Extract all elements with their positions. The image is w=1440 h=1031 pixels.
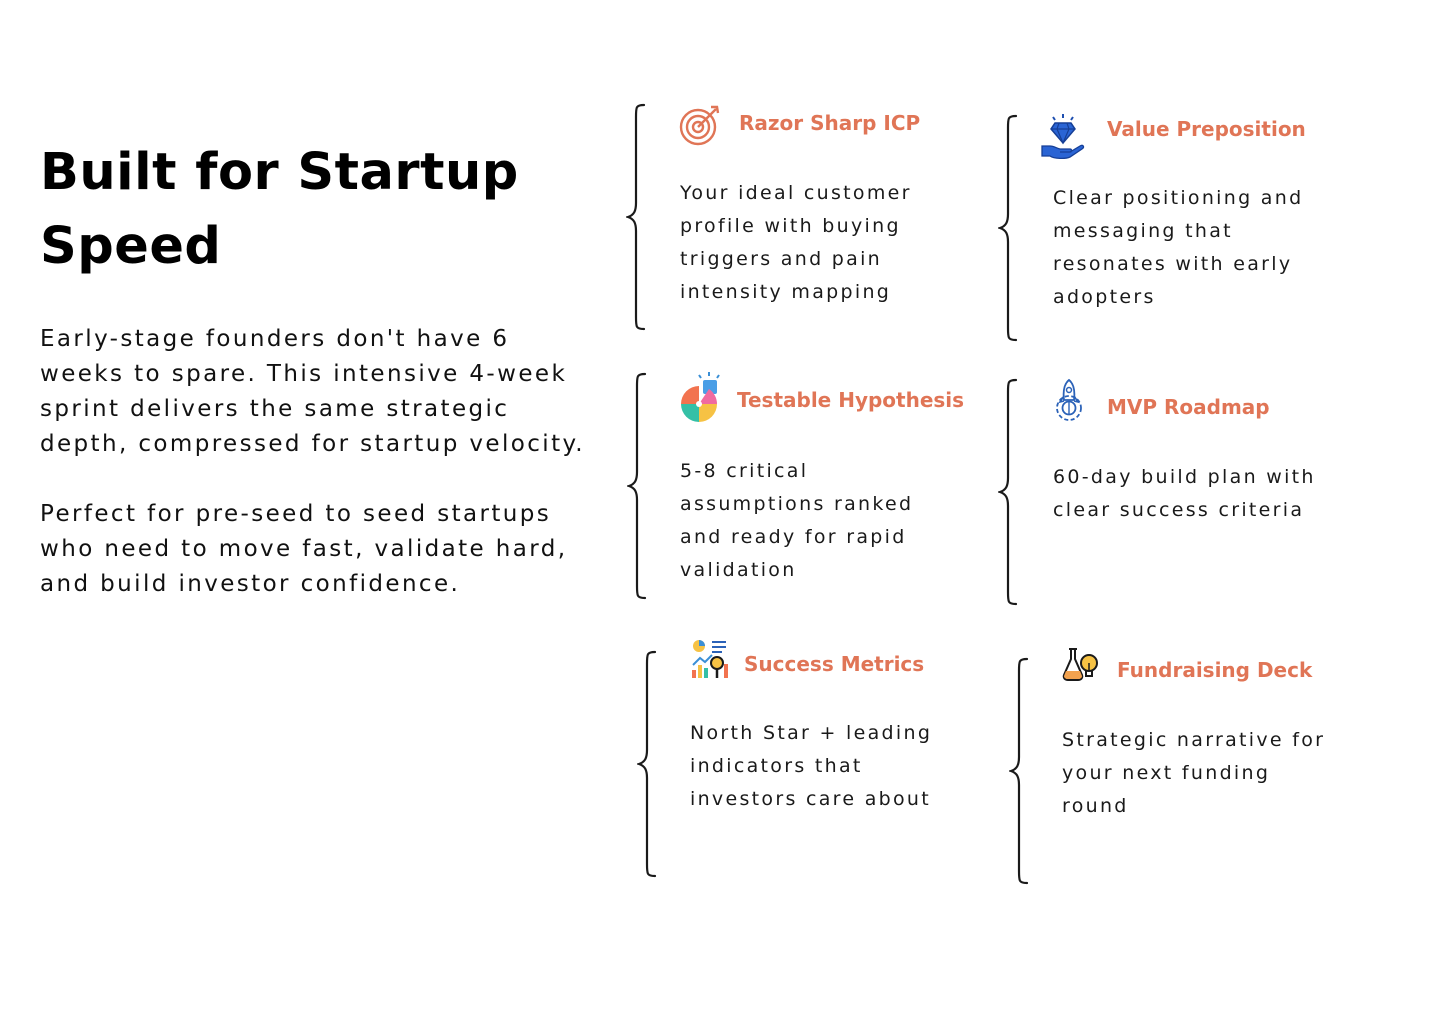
- curly-brace: [998, 378, 1024, 606]
- page-title: Built for Startup Speed: [40, 143, 519, 276]
- curly-brace: [1009, 657, 1035, 885]
- curly-brace: [627, 372, 653, 600]
- card-title: Success Metrics: [744, 652, 925, 676]
- card-description: North Star + leading indicators that investors care about: [690, 722, 933, 810]
- curly-brace: [998, 114, 1024, 342]
- card-description: Clear positioning and messaging that resonates with early adopters: [1053, 187, 1304, 308]
- feature-card-metrics: [637, 638, 977, 878]
- analytics-icon: [690, 638, 732, 680]
- card-title: Fundraising Deck: [1117, 658, 1313, 682]
- card-title: Razor Sharp ICP: [739, 111, 921, 135]
- intro-paragraph: Early-stage founders don't have 6 weeks to spare. This intensive 4-week sprint delivers the same strategic depth, compressed for startup velocity.: [40, 326, 585, 457]
- curly-brace: [637, 650, 663, 878]
- card-title: MVP Roadmap: [1107, 395, 1270, 419]
- diamond-hand-icon: [1040, 114, 1086, 160]
- intro-section: [40, 136, 600, 602]
- rocket-gear-icon: [1050, 378, 1088, 424]
- feature-card-mvp: [998, 378, 1338, 606]
- puzzle-icon: [679, 372, 727, 424]
- card-description: Your ideal customer profile with buying triggers and pain intensity mapping: [680, 182, 912, 303]
- card-title: Testable Hypothesis: [737, 388, 965, 412]
- target-icon: [678, 103, 724, 149]
- flask-bulb-icon: [1061, 645, 1101, 685]
- feature-card-value: [998, 114, 1338, 342]
- card-title: Value Preposition: [1107, 117, 1306, 141]
- feature-card-deck: [1009, 645, 1349, 885]
- card-description: 5-8 critical assumptions ranked and ready for rapid validation: [680, 460, 914, 581]
- curly-brace: [626, 103, 652, 331]
- card-description: Strategic narrative for your next funding round: [1062, 729, 1326, 817]
- feature-card-icp: [626, 103, 966, 331]
- card-description: 60-day build plan with clear success criteria: [1053, 466, 1316, 521]
- intro-paragraph: Perfect for pre-seed to seed startups who need to move fast, validate hard, and build investor confidence.: [40, 501, 568, 597]
- feature-card-hypothesis: [627, 372, 977, 600]
